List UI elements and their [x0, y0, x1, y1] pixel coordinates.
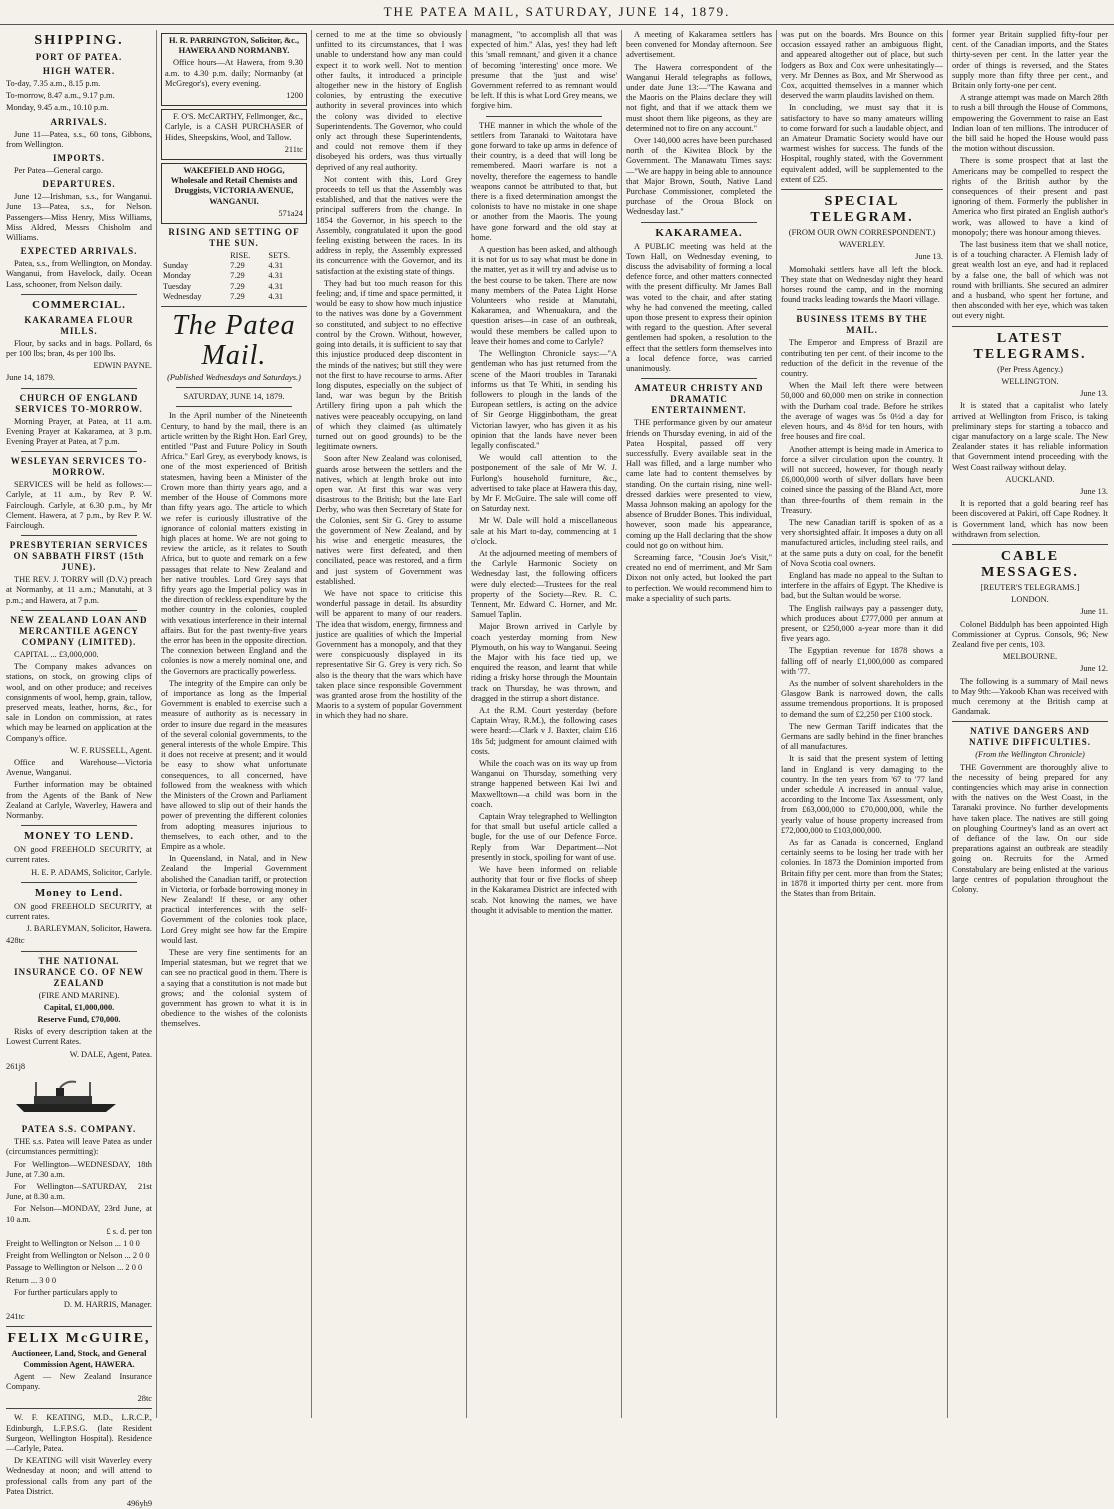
- departures-heading: DEPARTURES.: [42, 179, 116, 190]
- insurance-capital: Capital, £1,000,000.: [43, 1002, 115, 1012]
- native-heading: NATIVE DANGERS AND NATIVE DIFFICULTIES.: [968, 726, 1092, 748]
- ss-company-heading: PATEA S.S. COMPANY.: [21, 1124, 137, 1135]
- wakefield-code: 571a24: [278, 208, 303, 218]
- amateur-text: THE performance given by our amateur friends on Thursday evening, in aid of the Patea Hospital, passed off very successfully. Every available seat in the Hall was filled, and a large number who came late had to content themselves by standing. On the curtain rising, nine well-dressed darkies were presented to view, Massa Johnson making an apology for the absence of Brudder Bones. This individual, however, soon made his appearance, coming up the Hall declaring that the show could not go on without him.: [626, 418, 772, 550]
- article-paragraph: They had but too much reason for this feeling; and, if time and space permitted, it would be easy to show how much injustice to the natives was done by a Government so constituted, and subject to no effective control by the Crown. Without, however, going into details, it is sufficient to say that this injustice produced deep discontent in the minds of the natives; but still they were not the first to have recourse to arms. After long disputes, especially on the subject of land, war was begun by the British Artillery firing upon a pah which the natives were peaceably occupying, on land of which they claimed (as ultimately turned out on good grounds) to be the legitimate owners.: [316, 278, 462, 452]
- ss-fare-line: Freight from Wellington or Nelson ... 2 0 0: [6, 1251, 150, 1261]
- news-paragraph: Over 140,000 acres have been purchased north of the Kiwitea Block by the Government. The Manawatu Times says:—"We are happy in being able to announce that Major Brown, South, Native Land Purchase Commissioner, completed the purchase of the Oroua Block on Wednesday last.": [626, 136, 772, 217]
- latest-telegrams-text: It is stated that a capitalist who lately arrived at Wellington from Frisco, is taking preliminary steps for starting a tobacco and cigar manufactory on a large scale. The New Zealander states it has reliable information that Government intend proceeding with the West Coast railway without delay.: [952, 401, 1108, 472]
- expected-heading: EXPECTED ARRIVALS.: [20, 246, 138, 257]
- article-paragraph: cerned to me at the time so obviously unfitted to its circumstances, that I was unable to understand how any man could expect it to work well. Not to mention other faults, it introduced a principle altogether new in the history of English colonies, by entrusting the executive authority in several provinces into which the colony was divided to elective Superintendents. The Governor, who could only act through these Superintendents, and could not remove them if they disobeyed his orders, was thus virtually deprived of any real authority.: [316, 30, 462, 172]
- sun-table-row: Wednesday 7.29 4.31: [163, 291, 284, 301]
- parrington-hours: Office hours—At Hawera, from 9.30 a.m. to 4.30 p.m. daily; Normanby (at McGregor's), every evening.: [165, 58, 303, 88]
- ss-signature: D. M. HARRIS, Manager.: [63, 1300, 152, 1310]
- money-heading-2: Money to Lend.: [34, 886, 124, 899]
- insurance-reserve: Reserve Fund, £70,000.: [37, 1014, 121, 1024]
- business-item: The English railways pay a passenger duty, which produces about £777,000 per annum at present, or £250,000 a-year more than it did five years ago.: [781, 603, 943, 644]
- high-water-line: To-morrow, 8.47 a.m., 9.17 p.m.: [6, 91, 115, 101]
- amateur-heading: AMATEUR CHRISTY AND DRAMATIC ENTERTAINMENT.: [634, 383, 764, 416]
- keating-more: Dr KEATING will visit Waverley every Wednesday at noon; and will attend to professional calls from any part of the Patea District.: [6, 1456, 152, 1496]
- church-text: Morning Prayer, at Patea, at 11 a.m. Evening Prayer at Kakaramea, at 3 p.m. Evening Prayer at Patea, at 7 p.m.: [6, 416, 152, 447]
- news-paragraph: former year Britain supplied fifty-four per cent. of the Canadian imports, and the States thirty-seven per cent. In the latter year the order of things is reversed, and the States supply more than fifty three per cent., and Britain only forty-one per cent.: [952, 30, 1108, 91]
- sun-table-header: RISE. SETS.: [230, 251, 291, 261]
- sun-table-row: Sunday 7.29 4.31: [163, 261, 284, 271]
- ss-fare-line: Passage to Wellington or Nelson ... 2 0 0: [6, 1263, 143, 1273]
- flour-date: June 14, 1879.: [6, 373, 55, 383]
- sun-table: [161, 251, 307, 302]
- news-paragraph: At the adjourned meeting of members of the Carlyle Harmonic Society on Wednesday last, the following officers were duly elected:—Trustees for the real property of the Society—Rev. R. C. Tennent, Mr. Edward C. Horner, and Mr. Samuel Taplin.: [471, 548, 617, 620]
- high-water-line: Monday, 9.45 a.m., 10.10 p.m.: [6, 103, 109, 113]
- cable-place: LONDON.: [1011, 595, 1049, 605]
- sun-table-row: Monday 7.29 4.31: [163, 271, 284, 281]
- sun-table-heading: RISING AND SETTING OF THE SUN.: [168, 227, 300, 249]
- news-paragraph: A strange attempt was made on March 28th to rush a bill through the House of Commons, empowering the Government to raise an East Indian loan of ten millions. The introducer of the bill said he hoped the House would pass the motion without discussion.: [952, 93, 1108, 154]
- nzloan-heading: NEW ZEALAND LOAN AND MERCANTILE AGENCY COMPANY (LIMITED).: [10, 614, 148, 647]
- news-paragraph: We would call attention to the postponement of the sale of Mr W. J. Furlong's household furniture, &c., advertised to take place at Hawera this day, by Mr F. McGuire. The sale will come off on Saturday next.: [471, 453, 617, 514]
- mcguire-more: Agent — New Zealand Insurance Company.: [6, 1371, 152, 1392]
- mccarthy-text: F. O'S. McCARTHY, Fellmonger, &c., Carlyle, is a CASH PURCHASER of Hides, Sheepskins, Wool, and Tallow.: [165, 112, 303, 142]
- ss-schedule-line: For Wellington—SATURDAY, 21st June, at 8.30 a.m.: [6, 1182, 152, 1202]
- special-telegram-date: June 13.: [915, 252, 943, 262]
- business-item: The new Canadian tariff is spoken of as a very shortsighted affair. It imposes a duty on all manufactured articles, including steel rails, and at the same puts a duty on coal, for the benefit of Nova Scotia coal owners.: [781, 517, 943, 568]
- cable-date: June 11.: [1080, 607, 1108, 617]
- editorial-paragraph: In the April number of the Nineteenth Century, to hand by the mail, there is an article written by the Right Hon. Earl Grey, entitled "Past and Future Policy in South Africa." Earl Grey, as everybody knows, is one of the most experienced of British statesmen, having been a Minister of the Crown more than thirty years ago, and a member of the House of Commons more than fifty years ago. The article to which we refer is curiously illustrative of the ignorance of colonial matters existing in high places at home. We are not going to review the article, as it relates to South Africa, but to quote and remark on a few passages that relate to New Zealand and her native troubles. Lord Grey says that fifty years ago the Imperial policy was in the direction of reckless expenditure by the mother country in the colonies, coupled with vexatious interference in their internal affairs. But for the past twenty-five years the error has been in the opposite direction. The connexion between England and the colonies is now a merely nominal one, and the Governors are practically powerless.: [161, 411, 307, 676]
- insurance-text: Risks of every description taken at the Lowest Current Rates.: [6, 1027, 152, 1047]
- port-heading: PORT OF PATEA.: [35, 52, 123, 62]
- flour-signature: EDWIN PAYNE.: [93, 361, 152, 371]
- column-7: [952, 30, 1108, 1418]
- column-2: [161, 30, 307, 1418]
- melbourne-place: MELBOURNE.: [1002, 652, 1058, 662]
- amateur-text-2: Screaming farce, "Cousin Joe's Visit," created no end of merriment, and Mr Sam Dixon not only acted, but looked the part to perfection. We would recommend him to make a speciality of such parts.: [626, 552, 772, 603]
- kakaramea-heading: KAKARAMEA.: [655, 226, 743, 239]
- flour-text: Flour, by sacks and in bags. Pollard, 6s per 100 lbs; bran, 4s per 100 lbs.: [6, 338, 152, 359]
- special-telegram-heading: SPECIAL TELEGRAM.: [810, 194, 914, 226]
- masthead: THE PATEA MAIL, SATURDAY, JUNE 14, 1879.: [0, 0, 1114, 25]
- column-4: [471, 30, 617, 1418]
- news-paragraph: Mr W. Dale will hold a miscellaneous sale at his Mart to-day, commencing at 1 o'clock.: [471, 516, 617, 546]
- news-paragraph: THE manner in which the whole of the settlers from Taranaki to Waitotara have gone forward to take up arms in defence of their country, is a deed that will long be remembered. Maori warfare is not a novelty, therefore the eagerness to handle weapons cannot be attributed to that, but there is a fixed determination amongst the colonists to have no mistake in one shape or another from the Maoris. The young have gone forward and the old stay at home.: [471, 120, 617, 242]
- nzloan-office: Office and Warehouse—Victoria Avenue, Wanganui.: [6, 757, 152, 778]
- special-telegram-text: Momohaki settlers have all left the block. They state that on Wednesday night they heard horses round the camp, and in the morning found tracks leading towards the Maori village.: [781, 264, 943, 305]
- melbourne-date: June 12.: [1080, 664, 1108, 674]
- parrington-ad: [161, 33, 307, 106]
- business-item: England has made no appeal to the Sultan to interfere in the affairs of Egypt. The Khedive is bad, but the Sultan would be worse.: [781, 570, 943, 601]
- money-code-2: 428tc: [6, 936, 25, 946]
- native-text: THE Government are thoroughly alive to the necessity of being prepared for any contingencies which may arise in connection with the natives on the West Coast, in the Taranaki province. No further developments have taken place. The natives are still going on ploughing Courtney's land as an overt act of defiance of the law. On our side preparations against an outbreak are steadily going on. Recruits for the Armed Constabulary are being enlisted at the various large centres of population throughout the Colony.: [952, 762, 1108, 895]
- steamship-icon: [6, 1078, 126, 1114]
- paper-date: SATURDAY, JUNE 14, 1879.: [183, 392, 285, 402]
- cable-subtitle: [REUTER'S TELEGRAMS.]: [980, 582, 1080, 592]
- arrivals-text: June 11—Patea, s.s., 60 tons, Gibbons, from Wellington.: [6, 129, 152, 149]
- wakefield-text: WAKEFIELD AND HOGG, Wholesale and Retail Chemists and Druggists, VICTORIA AVENUE, WANGANUI.: [170, 166, 298, 206]
- mcguire-code: 28tc: [137, 1394, 152, 1404]
- parrington-code: 1200: [286, 91, 303, 101]
- business-heading: BUSINESS ITEMS BY THE MAIL.: [796, 314, 928, 336]
- wakefield-ad: [161, 163, 307, 224]
- business-item: Another attempt is being made in America to force a silver circulation upon the country. It will not succeed, however, for though nearly £6,000,000 worth of silver dollars have been coined since the passing of the Bland Act, more than three-fourths of them remain in the Treasury.: [781, 444, 943, 515]
- mcguire-name: FELIX McGUIRE,: [7, 1331, 151, 1347]
- ss-fare-line: Freight to Wellington or Nelson ... 1 0 0: [6, 1239, 140, 1249]
- arrivals-heading: ARRIVALS.: [50, 116, 108, 127]
- cable-text: Colonel Biddulph has been appointed High Commissioner at Cyprus. Consols, 96; New Zealand five per cents, 103.: [952, 619, 1108, 649]
- presbyterian-heading: PRESBYTERIAN SERVICES ON SABBATH FIRST (15th JUNE).: [9, 540, 149, 573]
- news-paragraph: A.t the R.M. Court yesterday (before Captain Wray, R.M.), the following cases were heard:—Clark v J. Baxter, claim £16 18s 5d; judgment for amount claimed with costs.: [471, 706, 617, 756]
- church-heading: CHURCH OF ENGLAND SERVICES TO-MORROW.: [15, 392, 143, 414]
- nzloan-text: The Company makes advances on stations, on stock, on growing clips of wool, and on other produce; and receives consignments of wool, hemp, grain, tallow, preserved meats, leather, horns, &c., for sale in London on commission, at rates which may be learned on application at the Company's office.: [6, 662, 152, 743]
- news-paragraph: In concluding, we must say that it is satisfactory to have so many amateurs willing to come forward for such a laudable object, and an Amateur Dramatic Society would have our warmest wishes for success. The funds of the Hospital, roughly stated, with the Government equivalent added, will be supplemented to the extent of £25.: [781, 103, 943, 184]
- news-paragraph: The Hawera correspondent of the Wanganui Herald telegraphs as follows, under date June 13:—"The Kawana and the Maoris on the Plains declare they will not fight, and that if we attack them we must shoot them like pigeons, as they are determined not to fire on any account.": [626, 62, 772, 133]
- high-water-heading: HIGH WATER.: [42, 66, 116, 76]
- news-paragraph: The last business item that we shall notice, is of a touching character. A Flemish lady of great wealth lost an eye, and had it replaced by a false one, the ball of which was not round with brilliants. She secured an admirer and a husband, who spent her fortune, and then absconded with her eye, which was taken out every night.: [952, 240, 1108, 321]
- news-paragraph: A meeting of Kakaramea settlers has been convened for Monday afternoon. See advertisement.: [626, 30, 772, 60]
- latest-telegrams-heading: LATEST TELEGRAMS.: [973, 330, 1087, 362]
- special-telegram-place: WAVERLEY.: [839, 240, 885, 250]
- news-paragraph: The Wellington Chronicle says:—"A gentleman who has just returned from the scene of the Maori troubles in Taranaki informs us that Te Whiti, in sending his followers to plough in the lands of the European settlers, is acting on the advice of Sir George Higginbotham, the great Victorian lawyer, who has given it as his opinion that the lands have never been legally confiscated.": [471, 349, 617, 450]
- keating-text: W. F. KEATING, M.D., L.R.C.P., Edinburgh, L.F.P.S.G. (late Resident Surgeon, Wellington Hospital). Residence—Carlyle, Patea.: [6, 1413, 152, 1454]
- cable-messages-heading: CABLE MESSAGES.: [981, 548, 1079, 580]
- parrington-text: H. R. PARRINGTON, Solicitor, &c., HAWERA AND NORMANBY.: [168, 36, 300, 56]
- money-signature-2: J. BARLEYMAN, Solicitor, Hawera.: [26, 924, 152, 934]
- news-paragraph: Captain Wray telegraphed to Wellington for that small but useful article called a bugle, for the use of our Defence Force. Reply from War Department—Not presently in stock, spoiling for want of use.: [471, 812, 617, 862]
- business-item: The Emperor and Empress of Brazil are contributing ten per cent. of their income to the reduction of the deficit in the revenue of the country.: [781, 338, 943, 379]
- ss-schedule-line: For Nelson—MONDAY, 23rd June, at 10 a.m.: [6, 1204, 152, 1224]
- article-paragraph: Not content with this, Lord Grey proceeds to tell us that the Assembly was established, and that the natives were the principal sufferers from the change. In 1854 the Governor, in his speech to the Assembly, congratulated it upon the good feeling existing between the races. In its address in reply, the Assembly expressed its concurrence with the Governor, and its satisfaction at the existing state of things.: [316, 174, 462, 276]
- news-paragraph: While the coach was on its way up from Wanganui on Thursday, something very strange happened between Kai Iwi and Maxwelltown—a child was born in the coach.: [471, 759, 617, 809]
- money-signature-1: H. E. P. ADAMS, Solicitor, Carlyle.: [31, 867, 152, 877]
- money-heading-1: MONEY TO LEND.: [23, 830, 135, 843]
- keating-code: 496yh9: [126, 1499, 152, 1509]
- flour-heading: KAKARAMEA FLOUR MILLS.: [24, 314, 134, 336]
- ss-fare-line: Return ... 3 0 0: [6, 1275, 57, 1285]
- business-item: As far as Canada is concerned, England certainly seems to be losing her trade with her colonies. In 1873 the Dominion imported from Britain fifty per cent. more than from the States; in 1878 it imported thirty per cent. more from the States than from Britain.: [781, 838, 943, 899]
- melbourne-text: The following is a summary of Mail news to May 9th:—Yakoob Khan was received with much ceremony at the British camp at Gandamak.: [952, 676, 1108, 717]
- insurance-signature: W. DALE, Agent, Patea.: [69, 1049, 152, 1059]
- ss-fares-head: £ s. d. per ton: [106, 1226, 152, 1236]
- auckland-date: June 13.: [1080, 486, 1108, 496]
- column-3: [316, 30, 462, 1418]
- imports-heading: IMPORTS.: [53, 153, 105, 164]
- business-item: The new German Tariff indicates that the Germans are sadly behind in the finer branches of all manufactures.: [781, 721, 943, 752]
- latest-telegrams-date: June 13.: [1080, 389, 1108, 399]
- business-item: When the Mail left there were between 50,000 and 60,000 men on strike in connection with the Durham coal trade. Before he strikes the average of wages was 5s 0½d a day for eleven hours, and 4s 8½d for ten hours, with free houses and fire coal.: [781, 381, 943, 442]
- money-text-2: ON good FREEHOLD SECURITY, at current rates.: [6, 901, 152, 921]
- column-1: [6, 30, 152, 1509]
- departures-text: June 12—Irishman, s.s., for Wanganui. June 13—Patea, s.s., for Nelson. Passengers—Miss Henry, Miss Williams, Miss Aldred, Messrs Chisholm and Williams.: [6, 192, 152, 243]
- business-item: As the number of solvent shareholders in the Glasgow Bank is narrowed down, the calls assume tremendous proportions. It is proposed to demand the sum of £2,250 per £100 stock.: [781, 678, 943, 719]
- expected-text: Patea, s.s., from Wellington, on Monday. Wanganui, from Havelock, daily. Ocean Lass, schooner, from Nelson daily.: [6, 259, 152, 289]
- paper-title: The Patea Mail.: [172, 310, 296, 372]
- native-subtitle: (From the Wellington Chronicle): [975, 750, 1085, 760]
- shipping-heading: SHIPPING.: [34, 33, 124, 48]
- editorial-paragraph: The integrity of the Empire can only be of importance as long as the Imperial Government is enabled to exercise such a measure of authority as is necessary in order to insure due regard in the measures of the several colonial governments, to the general interests of the whole Empire. This it does not receive at present; and it would be easy to show what unfortunate consequences, to all concerned, have followed from the weakness with which the Ministers of the Crown and Parliament have allowed to slip out of their hands the power of preventing the different colonies from adopting measures injurious to themselves, to each other, and to the Empire as a whole.: [161, 678, 307, 851]
- paper-subtitle: (Published Wednesdays and Saturdays.): [167, 373, 301, 383]
- news-paragraph: We have been informed on reliable authority that four or five flocks of sheep in the Kakaramea District are infected with scab. Not knowing the names, we have thought it advisable to mention the matter.: [471, 865, 617, 915]
- article-paragraph: We have not space to criticise this wonderful passage in detail. Its absurdity will be apparent to many of our readers. The idea that wisdom, energy, firmness and justice are qualities of which the Imperial Government has a monopoly, and that they were conspicuously displayed in its representative Sir G. Grey is very rich. So also is the theory that the wars which have taken place since responsible Government was granted arose from the hostility of the Maoris to a system of popular Government in which they had no share.: [316, 588, 462, 721]
- news-paragraph: A question has been asked, and although it is not for us to say what must be done in the matter, yet as it will try and advise us to the best course to be taken. There are now many members of the Patea Light Horse Volunteers who reside at Manutahi, Kakaramea, and Whenuakura, and the question arises—in case of an outbreak, would these members be called upon to leave their homes and come to Carlyle?: [471, 245, 617, 346]
- insurance-heading: THE NATIONAL INSURANCE CO. OF NEW ZEALAND: [14, 955, 144, 988]
- news-paragraph: managment, "to accomplish all that was expected of him." Alas, yes! they had left this 'small remnant,' and given it a chance of becoming 'interesting' once more. We presume that the 'just and wise' Government referred to as remnant would be left. If this is what Lord Grey means, we forgive him.: [471, 30, 617, 111]
- ss-more: For further particulars apply to: [14, 1287, 118, 1297]
- auckland-text: It is reported that a gold bearing reef has been discovered at Pakiri, off Cape Rodney. It is Government land, which has now been withdrawn from selection.: [952, 499, 1108, 539]
- editorial-paragraph: In Queensland, in Natal, and in New Zealand the Imperial Government abolished the Canadian tariff, or protection in Victoria, or forbade borrowing money in New Zealand! If these, or any other practical interferences with the self-Government of the colonies took place, Lord Grey might see how far the Empire would last.: [161, 854, 307, 945]
- editorial-paragraph: These are very fine sentiments for an Imperial statesman, but we regret that we can see no practical good in them. There is a saying that a constitution is not made but grows; and the colonial system of government has grown to what it is in obedience to the wishes of the colonists themselves.: [161, 948, 307, 1029]
- sun-table-row: Tuesday 7.29 4.31: [163, 281, 284, 291]
- ss-company-text: THE s.s. Patea will leave Patea as under (circumstances permitting):: [6, 1137, 152, 1157]
- column-5: [626, 30, 772, 1418]
- imports-text: Per Patea—General cargo.: [14, 166, 103, 176]
- nzloan-more: Further information may be obtained from the Agents of the Bank of New Zealand at Carlyle, Waverley, Hawera and Normanby.: [6, 780, 152, 820]
- commercial-heading: COMMERCIAL.: [32, 298, 126, 311]
- latest-telegrams-place: WELLINGTON.: [1001, 376, 1059, 386]
- mcguire-text: Auctioneer, Land, Stock, and General Commission Agent, HAWERA.: [11, 1349, 147, 1369]
- kakaramea-text: A PUBLIC meeting was held at the Town Hall, on Wednesday evening, to discuss the advisability of forming a local defence force, and other matters connected with the present difficulty. Mr James Ball was voted to the chair, and after stating why he had convened the meeting, called upon those present to express their opinion with regard to the question. After several gentlemen had spoken, a resolution to the effect that the settlers form themselves into a local defence force, was carried unanimously.: [626, 241, 772, 374]
- column-6: [781, 30, 943, 1418]
- insurance-code: 261j8: [6, 1061, 26, 1071]
- business-item: The Egyptian revenue for 1878 shows a falling off of nearly £1,000,000 as compared with '77.: [781, 646, 943, 676]
- special-telegram-subtitle: (FROM OUR OWN CORRESPONDENT.): [788, 228, 936, 238]
- insurance-subtitle: (FIRE AND MARINE).: [38, 990, 120, 1000]
- news-paragraph: Major Brown arrived in Carlyle by coach yesterday morning from New Plymouth, on his way to Wanganui. Seeing the Major with his face tied up, we enquired the reason, and learnt that while riding a frisky horse through the Mountain track on Thursday, he was thrown, and dragged in the stirrup a short distance.: [471, 622, 617, 703]
- business-item: It is said that the present system of letting land in England is very damaging to the country. In the ten years from '67 to '77 land under schedule A increased in annual value, according to the Income Tax Assessment, only from £63,000,000 to £70,000,000, while the yearly value of house property increased from £72,000,000 to £103,000,000.: [781, 754, 943, 835]
- nzloan-signature: W. F. RUSSELL, Agent.: [69, 745, 152, 755]
- news-paragraph: was put on the boards. Mrs Bounce on this occasion essayed rather an ambiguous flight, and appeared altogether out of place, but such lodgers as Box and Cox were unhesitatingly—very. Mr Dennes as Box, and Mr Sherwood as Cox, acquitted themselves in a manner which deserved the warm plaudits lavished on them.: [781, 30, 943, 101]
- mccarthy-code: 211tc: [284, 144, 303, 154]
- wesleyan-text: SERVICES will be held as follows:— Carlyle, at 11 a.m., by Rev P. W. Fairclough. Carlyle, at 6.30 p.m., by Mr Clement. Hawera, at 7 p.m., by Rev P. W. Fairclough.: [6, 480, 152, 531]
- auckland-place: AUCKLAND.: [1005, 474, 1055, 484]
- wesleyan-heading: WESLEYAN SERVICES TO-MORROW.: [10, 456, 148, 478]
- high-water-line: To-day, 7.35 a.m., 8.15 p.m.: [6, 79, 101, 88]
- nzloan-capital: CAPITAL ... £3,000,000.: [14, 649, 99, 659]
- ss-code: 241tc: [6, 1312, 25, 1322]
- mccarthy-ad: [161, 109, 307, 160]
- article-paragraph: Soon after New Zealand was colonised, guards arose between the settlers and the natives, which at length broke out into open war. At first this war was very disastrous to the British; but the late Earl Derby, who was then Secretary of State for the Colonies, sent Sir G. Grey to assume the government of New Zealand, and by his wise and energetic measures, the natives were first defeated, and then conciliated, peace was restored, and a firm and just system of Government was established.: [316, 454, 462, 586]
- money-text-1: ON good FREEHOLD SECURITY, at current rates.: [6, 845, 152, 865]
- latest-telegrams-subtitle: (Per Press Agency.): [997, 364, 1063, 374]
- presbyterian-text: THE REV. J. TORRY will (D.V.) preach at Normanby, at 11 a.m.; Manutahi, at 3 p.m.; and Hawera, at 7 p.m.: [6, 575, 152, 605]
- ss-schedule-line: For Wellington—WEDNESDAY, 18th June, at 7.30 a.m.: [6, 1159, 152, 1179]
- news-paragraph: There is some prospect that at last the Americans may be compelled to respect the rights of the British author by the consequences of their present and past ignoring of them. Formerly the publisher in America who first pirated an English author's work, was allowed to have a kind of monopoly; there was honour among thieves.: [952, 156, 1108, 237]
